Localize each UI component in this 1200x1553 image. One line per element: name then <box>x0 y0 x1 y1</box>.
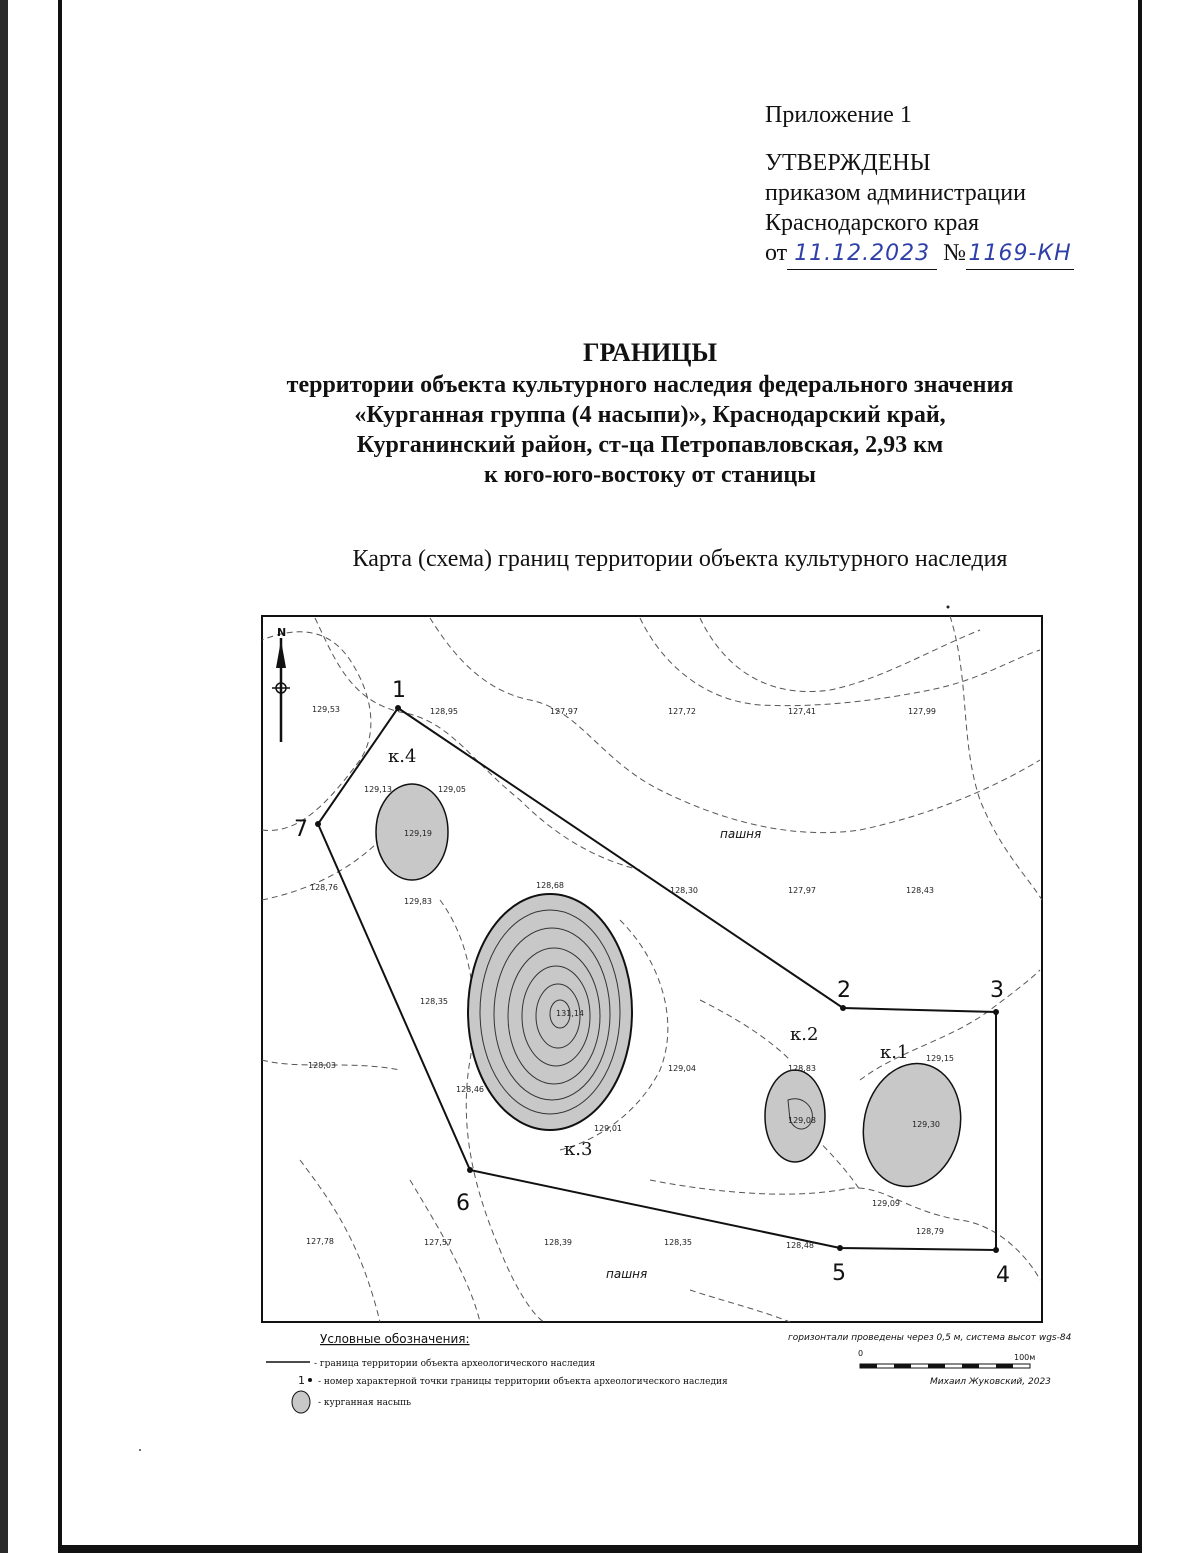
legend-mound-swatch <box>292 1391 310 1413</box>
elevation-mark: 129,83 <box>404 897 432 906</box>
elevation-mark: 127,97 <box>550 707 578 716</box>
elevation-mark: 127,78 <box>306 1237 334 1246</box>
scale-start: 0 <box>858 1349 864 1358</box>
vertex-dot-3 <box>993 1009 999 1015</box>
vertex-dot-6 <box>467 1167 473 1173</box>
elevation-mark: 128,95 <box>430 707 458 716</box>
elevation-mark: 129,13 <box>364 785 392 794</box>
scan-speck <box>139 1449 141 1451</box>
elevation-mark: 128,48 <box>786 1241 814 1250</box>
map-notes <box>788 1333 1072 1387</box>
north-label: N <box>277 626 287 639</box>
point-label-2: 2 <box>837 978 851 1003</box>
mound-label-k4: к.4 <box>388 746 417 767</box>
title-line-2: «Курганная группа (4 насыпи)», Краснодарский край, <box>354 402 946 428</box>
elevation-mark: 128,35 <box>664 1238 692 1247</box>
appendix-label: Приложение 1 <box>765 102 912 128</box>
elevation-mark: 127,57 <box>424 1238 452 1247</box>
mound-label-k3: к.3 <box>564 1139 593 1160</box>
elevation-mark: 129,01 <box>594 1124 622 1133</box>
point-label-6: 6 <box>456 1191 470 1216</box>
elevation-mark: 128,43 <box>906 886 934 895</box>
elevation-mark: 129,09 <box>872 1199 900 1208</box>
date-prefix: от <box>765 240 788 266</box>
point-label-5: 5 <box>832 1261 846 1286</box>
point-label-7: 7 <box>294 817 308 842</box>
elevation-mark: 128,68 <box>536 881 564 890</box>
vertex-dot-2 <box>840 1005 846 1011</box>
elevation-mark: 128,46 <box>456 1085 484 1094</box>
land-label-arable-1: пашня <box>720 827 762 841</box>
mound-k3 <box>468 894 632 1130</box>
order-line-2: Краснодарского края <box>765 210 980 236</box>
elevation-mark: 127,97 <box>788 886 816 895</box>
number-value: 1169-КН <box>968 241 1072 266</box>
elevation-mark: 128,83 <box>788 1064 816 1073</box>
title-line-3: Курганинский район, ст-ца Петропавловская, 2,93 км <box>356 432 944 458</box>
number-prefix: № <box>943 240 967 266</box>
elevation-mark: 128,79 <box>916 1227 944 1236</box>
map-caption: Карта (схема) границ территории объекта культурного наследия <box>352 546 1008 572</box>
legend-point-symbol: 1 <box>298 1374 305 1387</box>
vertex-dot-4 <box>993 1247 999 1253</box>
scale-bar <box>860 1364 1030 1368</box>
elevation-mark: 129,30 <box>912 1120 940 1129</box>
elevation-mark: 131,14 <box>556 1009 584 1018</box>
point-label-1: 1 <box>392 678 406 703</box>
elevation-mark: 129,53 <box>312 705 340 714</box>
legend-item-boundary: - граница территории объекта археологического наследия <box>314 1359 596 1369</box>
map-author: Михаил Жуковский, 2023 <box>930 1377 1051 1387</box>
vertex-dot-5 <box>837 1245 843 1251</box>
elevation-mark: 129,08 <box>788 1116 816 1125</box>
legend-point-dot <box>308 1378 312 1382</box>
elevation-mark: 128,76 <box>310 883 338 892</box>
map-frame <box>262 616 1042 1322</box>
land-label-arable-2: пашня <box>606 1267 648 1281</box>
date-value: 11.12.2023 <box>794 241 931 266</box>
mound-label-k2: к.2 <box>790 1024 819 1045</box>
elevation-mark: 127,99 <box>908 707 936 716</box>
scan-speck <box>947 606 950 609</box>
title-line-1: территории объекта культурного наследия федерального значения <box>286 372 1014 398</box>
mound-label-k1: к.1 <box>880 1042 909 1063</box>
approved-label: УТВЕРЖДЕНЫ <box>765 150 931 176</box>
legend-title: Условные обозначения: <box>320 1332 470 1346</box>
elevation-mark: 128,35 <box>420 997 448 1006</box>
scale-end: 100м <box>1014 1353 1036 1362</box>
elevation-mark: 127,41 <box>788 707 816 716</box>
elevation-mark: 128,03 <box>308 1061 336 1070</box>
title-main: ГРАНИЦЫ <box>582 338 718 367</box>
vertex-dot-1 <box>395 705 401 711</box>
legend <box>266 1332 728 1413</box>
legend-item-point: - номер характерной точки границы территории объекта археологического наследия <box>318 1377 728 1387</box>
elevation-mark: 129,05 <box>438 785 466 794</box>
point-label-4: 4 <box>996 1263 1010 1288</box>
elevation-mark: 128,30 <box>670 886 698 895</box>
legend-item-mound: - курганная насыпь <box>318 1398 412 1408</box>
vertex-dot-7 <box>315 821 321 827</box>
elevation-mark: 127,72 <box>668 707 696 716</box>
elevation-mark: 129,04 <box>668 1064 696 1073</box>
elevation-mark: 128,39 <box>544 1238 572 1247</box>
elevation-mark: 129,19 <box>404 829 432 838</box>
point-label-3: 3 <box>990 978 1004 1003</box>
order-line-1: приказом администрации <box>765 180 1026 206</box>
contours-note: горизонтали проведены через 0,5 м, система высот wgs-84 <box>788 1333 1072 1343</box>
elevation-mark: 129,15 <box>926 1054 954 1063</box>
title-line-4: к юго-юго-востоку от станицы <box>484 462 816 488</box>
